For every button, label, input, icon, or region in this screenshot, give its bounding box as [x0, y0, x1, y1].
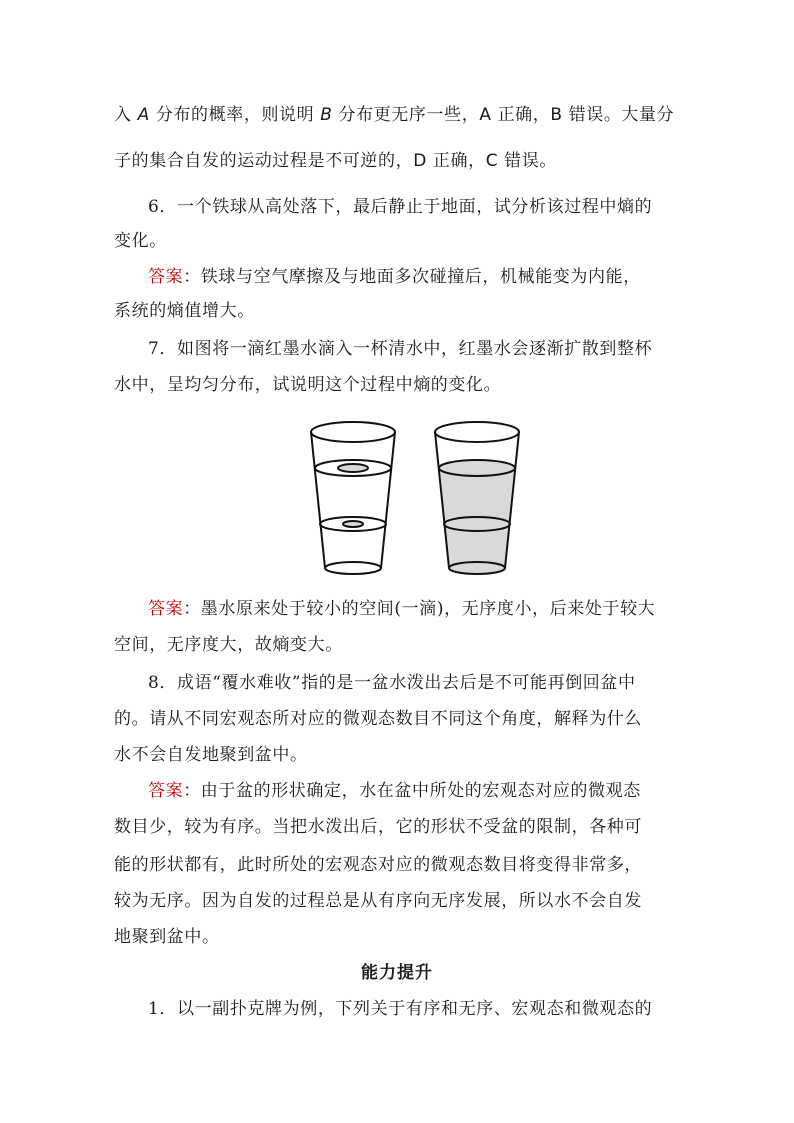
q8-line-2: 的。请从不同宏观态所对应的微观态数目不同这个角度，解释为什么: [114, 709, 642, 729]
two-glasses-figure: [300, 418, 530, 578]
q8-answer-line-4: 较为无序。因为自发的过程总是从有序向无序发展，所以水不会自发: [114, 891, 642, 911]
q8-answer-line-1: [148, 780, 718, 802]
q8-line-1: 8．成语“覆水难收”指的是一盆水泼出去后是不可能再倒回盆中: [148, 673, 636, 693]
answer-label: 答案: [148, 781, 184, 801]
q8-line-3: 水不会自发地聚到盆中。: [114, 745, 308, 765]
q7-line-1: 7．如图将一滴红墨水滴入一杯清水中，红墨水会逐渐扩散到整杯: [148, 339, 653, 359]
text-run: ：铁球与空气摩擦及与地面多次碰撞后，机械能变为内能，: [183, 267, 641, 287]
text-run: 入: [114, 105, 138, 125]
next-question-line-1: 1．以一副扑克牌为例，下列关于有序和无序、宏观态和微观态的: [148, 999, 653, 1019]
glass-uniform-ink: [435, 422, 519, 574]
answer-label: 答案: [148, 267, 184, 287]
q6-line-1: 6．一个铁球从高处落下，最后静止于地面，试分析该过程中熵的: [148, 197, 653, 217]
q6-line-2: 变化。: [114, 231, 167, 251]
prev-answer-line-2: 子的集合自发的运动过程是不可逆的，D 正确，C 错误。: [114, 151, 557, 171]
text-run: A: [137, 105, 150, 125]
answer-label: 答案: [148, 599, 184, 619]
q7-answer-line-1: [148, 598, 718, 620]
text-run: B: [320, 105, 333, 125]
q6-answer-line-2: 系统的熵值增大。: [114, 301, 255, 321]
text-run: ：由于盆的形状确定，水在盆中所处的宏观态对应的微观态: [183, 781, 641, 801]
q8-answer-line-3: 能的形状都有，此时所处的宏观态对应的微观态数目将变得非常多，: [114, 855, 642, 875]
q8-answer-line-2: 数目少，较为有序。当把水泼出后，它的形状不受盆的限制，各种可: [114, 817, 642, 837]
q6-answer-line-1: [148, 266, 718, 288]
text-run: 分布的概率，则说明: [149, 105, 321, 125]
glass-with-drop: [311, 422, 395, 574]
text-run: ：墨水原来处于较小的空间(一滴)，无序度小，后来处于较大: [183, 599, 656, 619]
q7-line-2: 水中，呈均匀分布，试说明这个过程中熵的变化。: [114, 375, 502, 395]
text-run: 分布更无序一些，A 正确，B 错误。大量分: [332, 105, 675, 125]
prev-answer-line-1: [114, 104, 684, 126]
q7-answer-line-2: 空间，无序度大，故熵变大。: [114, 635, 343, 655]
q8-answer-line-5: 地聚到盆中。: [114, 927, 220, 947]
section-title: 能力提升: [361, 963, 433, 983]
